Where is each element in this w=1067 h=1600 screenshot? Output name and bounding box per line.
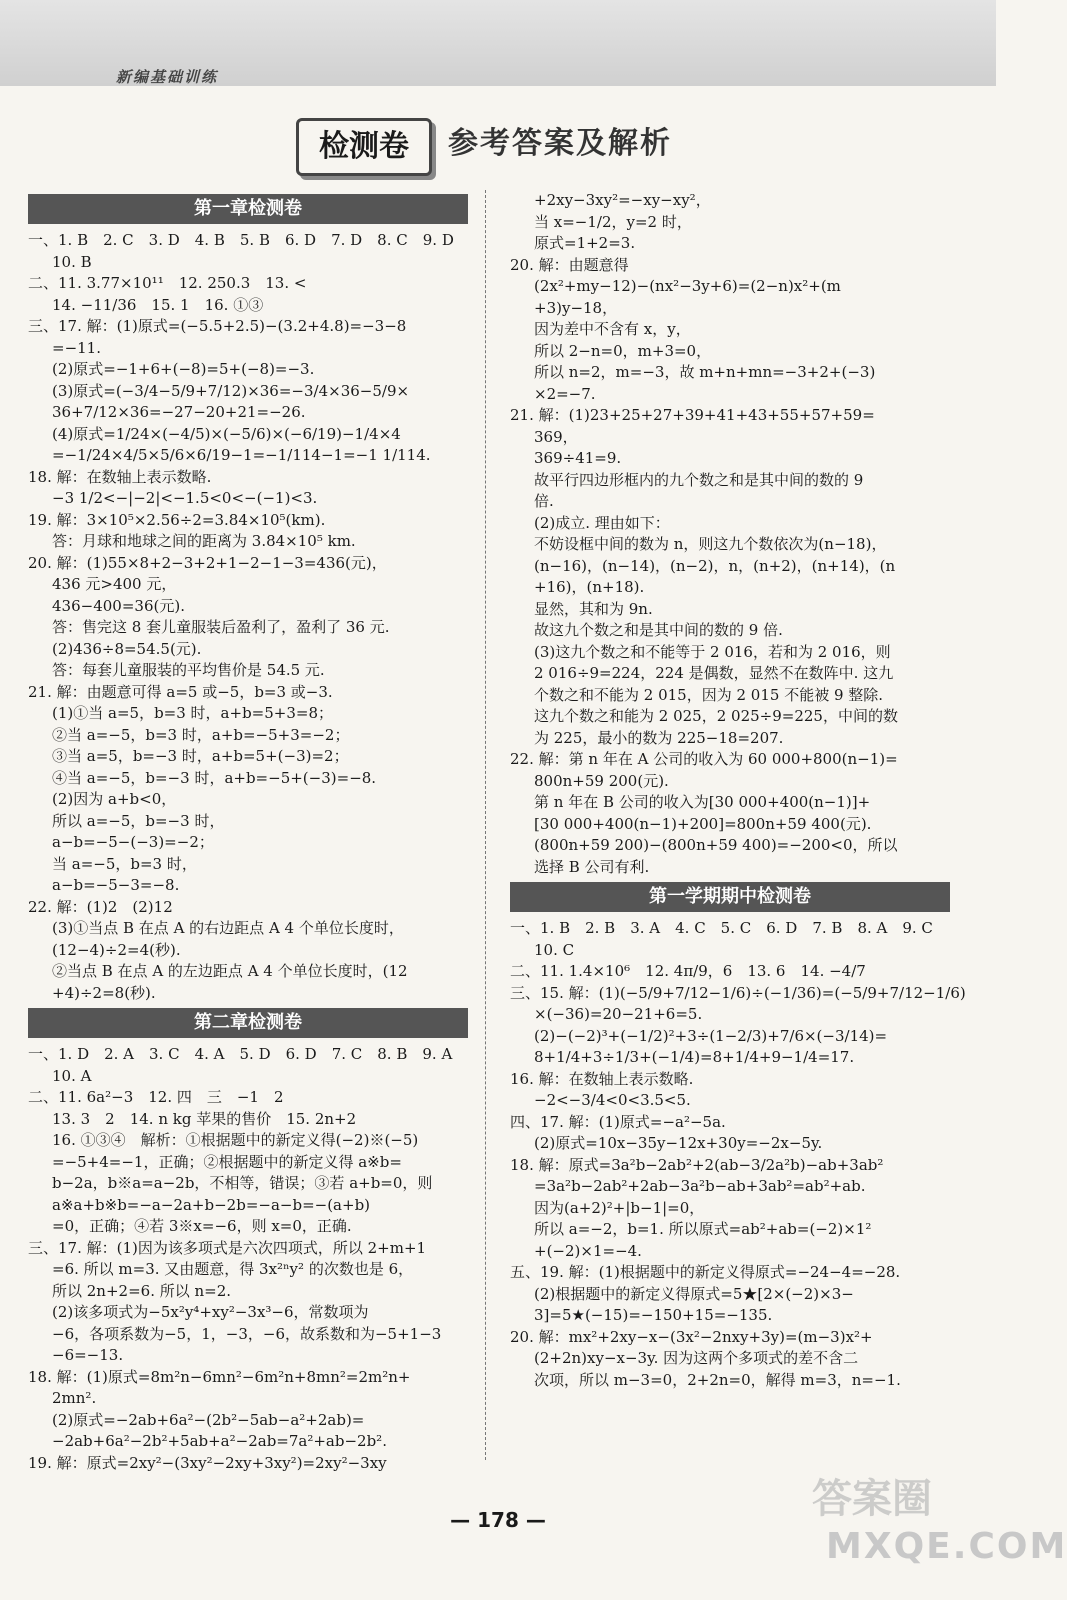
answer-line: 22. 解：第 n 年在 A 公司的收入为 60 000+800(n−1)=: [510, 750, 898, 768]
answer-line: 18. 解：原式=3a²b−2ab²+2(ab−3/2a²b)−ab+3ab²: [510, 1155, 884, 1174]
answer-line: 18. 解：在数轴上表示数略.: [28, 467, 212, 486]
answer-line: 答：每套儿童服装的平均售价是 54.5 元.: [52, 661, 325, 679]
answer-line: (2)成立. 理由如下：: [534, 513, 670, 532]
page-number: — 178 —: [450, 1508, 546, 1532]
answer-line: 所以 a=−5，b=−3 时，: [52, 811, 225, 830]
answer-line: 369÷41=9.: [534, 449, 622, 467]
header-bar: [0, 0, 996, 86]
left-column: [28, 190, 468, 1474]
answer-line: 选择 B 公司有利.: [534, 857, 650, 876]
answer-line: 一、1. B 2. B 3. A 4. C 5. C 6. D 7. B 8. A 9. C: [510, 919, 933, 937]
section-banner: 第一章检测卷: [28, 194, 468, 224]
answer-line: 18. 解：(1)原式=8m²n−6mn²−6m²n+8mn²=2m²n+: [28, 1367, 411, 1386]
answer-line: ④当 a=−5，b=−3 时，a+b=−5+(−3)=−8.: [52, 768, 377, 787]
answer-line: 显然，其和为 9n.: [534, 599, 653, 618]
answer-line: 三、17. 解：(1)原式=(−5.5+2.5)−(3.2+4.8)=−3−8: [28, 317, 407, 335]
answer-line: 800n+59 200(元).: [534, 771, 669, 790]
answer-line: (2)−(−2)³+(−1/2)²+3÷(1−2/3)+7/6×(−3/14)=: [534, 1026, 888, 1045]
answer-line: 436−400=36(元).: [52, 596, 185, 615]
answer-line: 2mn².: [52, 1389, 97, 1407]
page-title: 参考答案及解析: [448, 126, 672, 161]
answer-line: ③当 a=5，b=−3 时，a+b=5+(−3)=2；: [52, 747, 349, 765]
watermark-logo: 答案圈: [812, 1476, 932, 1522]
answer-line: 3]=5★(−15)=−150+15=−135.: [534, 1306, 773, 1324]
answer-line: 20. 解：mx²+2xy−x−(3x²−2nxy+3y)=(m−3)x²+: [510, 1327, 873, 1346]
answer-line: 不妨设框中间的数为 n，则这九个数依次为(n−18)，: [534, 535, 887, 553]
answer-line: +2xy−3xy²=−xy−xy²，: [534, 191, 711, 209]
answer-line: −6=−13.: [52, 1346, 124, 1364]
watermark-url: MXQE.COM: [826, 1526, 1067, 1567]
answer-line: 36+7/12×36=−27−20+21=−26.: [52, 403, 306, 421]
answer-line: 所以 a=−2，b=1. 所以原式=ab²+ab=(−2)×1²: [534, 1220, 872, 1238]
answer-line: 因为(a+2)²+|b−1|=0，: [534, 1198, 705, 1217]
answer-line: 当 x=−1/2，y=2 时，: [534, 212, 692, 231]
answer-line: 故这九个数之和是其中间的数的 9 倍.: [534, 621, 783, 639]
answer-line: −3 1/2<−|−2|<−1.5<0<−(−1)<3.: [52, 489, 318, 507]
answer-line: b−2a，b※a=a−2b，不相等，错误；③若 a+b=0，则: [52, 1174, 433, 1192]
answer-line: 因为差中不含有 x，y，: [534, 320, 691, 338]
answer-line: 故平行四边形框内的九个数之和是其中间的数的 9: [534, 470, 864, 489]
answer-line: 二、11. 3.77×10¹¹ 12. 250.3 13. <: [28, 274, 307, 292]
answer-line: 8+1/4+3÷1/3+(−1/4)=8+1/4+9−1/4=17.: [534, 1048, 855, 1066]
answer-line: 所以 n=2，m=−3，故 m+n+mn=−3+2+(−3): [534, 363, 876, 381]
answer-line: 二、11. 1.4×10⁶ 12. 4π/9，6 13. 6 14. −4/7: [510, 962, 866, 980]
answer-line: a−b=−5−3=−8.: [52, 876, 180, 894]
section-banner: 第一学期期中检测卷: [510, 882, 950, 912]
answer-line: (800n+59 200)−(800n+59 400)=−200<0，所以: [534, 836, 898, 854]
answer-line: +4)÷2=8(秒).: [52, 983, 156, 1002]
answer-line: 2 016÷9=224，224 是偶数，显然不在数阵中. 这九: [534, 664, 894, 682]
answer-line: (1)①当 a=5，b=3 时，a+b=5+3=8；: [52, 704, 334, 722]
answer-line: 倍.: [534, 492, 554, 510]
answer-line: 20. 解：由题意得: [510, 255, 629, 274]
answer-line: =0，正确；④若 3※x=−6，则 x=0，正确.: [52, 1217, 352, 1235]
answer-line: 当 a=−5，b=3 时，: [52, 854, 197, 873]
answer-line: 答：售完这 8 套儿童服装后盈利了，盈利了 36 元.: [52, 618, 390, 636]
answer-line: 436 元>400 元，: [52, 575, 177, 593]
answer-line: ×2=−7.: [534, 384, 596, 403]
right-column: [510, 190, 966, 1391]
answer-line: =−5+4=−1，正确；②根据题中的新定义得 a※b=: [52, 1152, 402, 1171]
answer-line: 10. C: [534, 940, 575, 959]
answer-line: −6，各项系数为−5，1，−3，−6，故系数和为−5+1−3: [52, 1324, 442, 1343]
answer-line: 21. 解：(1)23+25+27+39+41+43+55+57+59=: [510, 406, 875, 424]
answer-line: (3)这九个数之和不能等于 2 016，若和为 2 016，则: [534, 642, 891, 661]
answer-line: (2)因为 a+b<0，: [52, 790, 177, 808]
series-tag: 新编基础训练: [116, 68, 219, 86]
answer-line: 369，: [534, 427, 578, 446]
answer-line: 这九个数之和能为 2 025，2 025÷9=225，中间的数: [534, 707, 898, 725]
answer-line: (2)436÷8=54.5(元).: [52, 639, 202, 658]
answer-line: (3)①当点 B 在点 A 的右边距点 A 4 个单位长度时，: [52, 919, 404, 937]
answer-line: (n−16)，(n−14)，(n−2)，n，(n+2)，(n+14)，(n: [534, 556, 896, 575]
section-box-label: 检测卷: [296, 118, 432, 176]
answer-line: (2)原式=−1+6+(−8)=5+(−8)=−3.: [52, 360, 315, 378]
answer-line: 为 225，最小的数为 225−18=207.: [534, 728, 784, 747]
answer-line: 所以 2n+2=6. 所以 n=2.: [52, 1281, 232, 1300]
answer-line: 答：月球和地球之间的距离为 3.84×10⁵ km.: [52, 532, 356, 550]
answer-line: ②当 a=−5，b=3 时，a+b=−5+3=−2；: [52, 725, 350, 744]
answer-line: −2ab+6a²−2b²+5ab+a²−2ab=7a²+ab−2b².: [52, 1432, 387, 1450]
answer-line: (3)原式=(−3/4−5/9+7/12)×36=−3/4×36−5/9×: [52, 381, 410, 400]
answer-line: (12−4)÷2=4(秒).: [52, 940, 181, 959]
answer-line: 一、1. B 2. C 3. D 4. B 5. B 6. D 7. D 8. C 9. D: [28, 231, 454, 249]
answer-line: 二、11. 6a²−3 12. 四 三 −1 2: [28, 1088, 284, 1106]
answer-line: 10. A: [52, 1066, 92, 1085]
answer-line: 所以 2−n=0，m+3=0，: [534, 341, 712, 360]
answer-line: (2)根据题中的新定义得原式=5★[2×(−2)×3−: [534, 1284, 854, 1303]
section-banner: 第二章检测卷: [28, 1008, 468, 1038]
answer-line: (2+2n)xy−x−3y. 因为这两个多项式的差不含二: [534, 1349, 859, 1367]
answer-line: (2)原式=10x−35y−12x+30y=−2x−5y.: [534, 1134, 823, 1152]
answer-line: 19. 解：3×10⁵×2.56÷2=3.84×10⁵(km).: [28, 510, 326, 529]
answer-line: (4)原式=1/24×(−4/5)×(−5/6)×(−6/19)−1/4×4: [52, 424, 401, 443]
answer-line: ×(−36)=20−21+6=5.: [534, 1005, 703, 1023]
answer-line: (2x²+my−12)−(nx²−3y+6)=(2−n)x²+(m: [534, 277, 841, 295]
answer-line: 21. 解：由题意可得 a=5 或−5，b=3 或−3.: [28, 682, 333, 701]
answer-line: +(−2)×1=−4.: [534, 1241, 642, 1260]
answer-line: 次项，所以 m−3=0，2+2n=0，解得 m=3，n=−1.: [534, 1370, 901, 1389]
answer-line: 第 n 年在 B 公司的收入为[30 000+400(n−1)]+: [534, 793, 871, 811]
column-divider: [485, 190, 486, 1460]
answer-line: 四、17. 解：(1)原式=−a²−5a.: [510, 1112, 726, 1131]
answer-line: =−11.: [52, 338, 101, 357]
answer-line: 19. 解：原式=2xy²−(3xy²−2xy+3xy²)=2xy²−3xy: [28, 1453, 387, 1472]
answer-line: =−1/24×4/5×5/6×6/19−1=−1/114−1=−1 1/114.: [52, 446, 431, 464]
answer-line: 10. B: [52, 252, 92, 271]
answer-line: −2<−3/4<0<3.5<5.: [534, 1091, 691, 1109]
answer-line: [30 000+400(n−1)+200]=800n+59 400(元).: [534, 814, 872, 833]
answer-line: 16. 解：在数轴上表示数略.: [510, 1069, 694, 1088]
answer-line: 14. −11/36 15. 1 16. ①③: [52, 295, 264, 314]
answer-line: 22. 解：(1)2 (2)12: [28, 897, 173, 916]
answer-line: +3)y−18，: [534, 298, 618, 317]
answer-line: (2)该多项式为−5x²y⁴+xy²−3x³−6，常数项为: [52, 1303, 369, 1321]
answer-line: 20. 解：(1)55×8+2−3+2+1−2−1−3=436(元)，: [28, 553, 387, 572]
answer-line: a−b=−5−(−3)=−2；: [52, 833, 214, 851]
answer-line: a※a+b※b=−a−2a+b−2b=−a−b=−(a+b): [52, 1195, 371, 1214]
answer-line: 三、17. 解：(1)因为该多项式是六次四项式，所以 2+m+1: [28, 1238, 427, 1257]
answer-line: (2)原式=−2ab+6a²−(2b²−5ab−a²+2ab)=: [52, 1410, 365, 1429]
answer-line: 13. 3 2 14. n kg 苹果的售价 15. 2n+2: [52, 1109, 357, 1128]
answer-line: 16. ①③④ 解析：①根据题中的新定义得(−2)※(−5): [52, 1131, 419, 1149]
answer-line: 个数之和不能为 2 015，因为 2 015 不能被 9 整除.: [534, 685, 884, 704]
answer-line: 五、19. 解：(1)根据题中的新定义得原式=−24−4=−28.: [510, 1263, 901, 1281]
answer-line: =3a²b−2ab²+2ab−3a²b−ab+3ab²=ab²+ab.: [534, 1177, 866, 1195]
answer-line: 一、1. D 2. A 3. C 4. A 5. D 6. D 7. C 8. B 9. A: [28, 1045, 453, 1063]
answer-line: 原式=1+2=3.: [534, 234, 636, 252]
answer-line: =6. 所以 m=3. 又由题意，得 3x²ⁿy² 的次数也是 6，: [52, 1260, 414, 1278]
answer-line: +16)，(n+18).: [534, 578, 645, 596]
answer-line: 三、15. 解：(1)(−5/9+7/12−1/6)÷(−1/36)=(−5/9+7/12−1/6): [510, 983, 966, 1002]
answer-line: ②当点 B 在点 A 的左边距点 A 4 个单位长度时，(12: [52, 962, 408, 980]
